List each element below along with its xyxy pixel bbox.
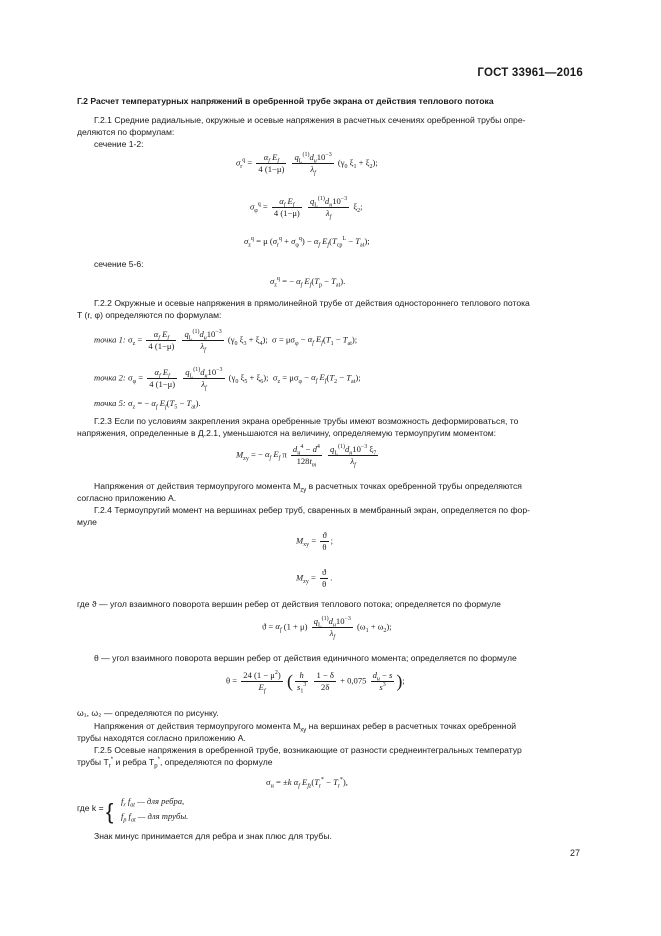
formula-point-2: точка 2: $\sigma_\varphi$ = $\frac{\alpha_f E_f}{4 (1-\mu)}$ $\frac{q_L^{(1)}d_н10^{-3}}{\lambda_f}$ ($\gamma_0$ $\xi_5 + \xi_6$); $\sigma_z = \mu\sigma_\varphi - \alpha_f$ $E_f(T_2 - T_{at})$;	[94, 367, 361, 392]
formula-point-1: точка 1: $\sigma_z$ = $\frac{\alpha_f E_f}{4 (1-\mu)}$ $\frac{q_L^{(1)}d_н10^{-3}}{\lambda_f}$ ($\gamma_0$ $\xi_3 + \xi_4$); $\sigma = \mu\sigma_\varphi - \alpha_f$ $E_f(T_1 - T_{at})$;	[94, 329, 358, 354]
paragraph-g23-line1: Г.2.3 Если по условиям закрепления экрана оребренные трубы имеют возможность деформироваться, то	[94, 416, 519, 426]
paragraph-mxy-line1: Напряжения от действия термоупругого момента $M_{xy}$ на вершинах ребер в расчетных точках оребренной	[94, 721, 517, 734]
formula-mxy-1: $M_{xy}$ = $\frac{ϑ}{\theta}$ ;	[296, 530, 333, 552]
where-k-label: где k =	[77, 803, 104, 813]
formula-theta: $ϑ = \alpha_f$ (1 + μ) $\frac{q_L^{(1)}d_н10^{-3}}{\lambda_f}$ $(\omega_1 + \omega_2)$;	[262, 616, 392, 641]
paragraph-g24-line2: муле	[77, 517, 97, 527]
paragraph-g23-line2: напряжения, определенные в Д.2.1, уменьшаются на величину, определяемую термоупругим моментом:	[77, 428, 497, 438]
paragraph-mxy-line2: трубы находятся согласно приложению А.	[77, 733, 246, 743]
theta0-definition: θ — угол взаимного поворота вершин ребер от действия единичного момента; определяется по формуле	[94, 653, 517, 663]
paragraph-g21-line2: деляются по формулам:	[77, 127, 175, 137]
k-definition: где k = {	[77, 799, 114, 824]
formula-sigma-z: $\sigma_z^q = \mu$ $(\sigma_r^q + \sigma_\varphi^q) - \alpha_f$ $E_f(T_{ср}^L - T_{at})$;	[244, 236, 370, 249]
sign-note: Знак минус принимается для ребра и знак плюс для трубы.	[94, 831, 332, 841]
formula-sigma-n: $\sigma_н = \pm k$ $\alpha_f$ $E_{fz}(T_r^* - T_r^*)$,	[266, 777, 348, 790]
k-rib-line: $f_r$ $f_{at}$ — для ребра,	[121, 796, 185, 809]
theta-definition: где ϑ — угол взаимного поворота вершин ребер от действия теплового потока; определяется по формуле	[77, 599, 501, 609]
formula-mzy-2: $M_{zy}$ = $\frac{ϑ}{\theta}$ .	[296, 567, 333, 589]
formula-sigma-z-56: $\sigma_z^q$ = − $\alpha_f$ $E_f(T_p - T_{at})$.	[270, 276, 346, 289]
page-number: 27	[569, 848, 580, 858]
document-id: ГОСТ 33961—2016	[477, 67, 583, 79]
formula-point-5: точка 5: $\sigma_z$ = − $\alpha_f$ $E_f(T_5 - T_{at})$.	[94, 398, 201, 411]
paragraph-g25-line1: Г.2.5 Осевые напряжения в оребренной трубе, возникающие от разности среднеинтегральных температур	[94, 745, 522, 755]
omega-definition: ω₁, ω₂ — определяются по рисунку.	[77, 708, 219, 718]
section-title: Г.2 Расчет температурных напряжений в оребренной трубе экрана от действия теплового потока	[77, 96, 494, 106]
formula-mzy: $M_{zy}$ = − $\alpha_f$ $E_f$ π $\frac{d_н^4 - d^4}{128t_m}$ $\frac{q_L^{(1)}d_н10^{-3} \xi_7}{\lambda_f}$	[236, 444, 377, 469]
paragraph-g22-line1: Г.2.2 Окружные и осевые напряжения в прямолинейной трубе от действия одностороннего теплового потока	[94, 298, 530, 308]
formula-sigma-r: $\sigma_r^q$ = $\frac{\alpha_f E_f}{4 (1-\mu)}$ $\frac{q_L^{(1)}d_н10^{-3}}{\lambda_f}$ ($\gamma_0$ $\xi_1 + \xi_2$);	[236, 152, 378, 177]
paragraph-mzy-line1: Напряжения от действия термоупругого момента $M_{zy}$ в расчетных точках оребренной трубы определяются	[94, 481, 522, 494]
k-tube-line: $f_p$ $f_{at}$ — для трубы.	[121, 811, 189, 824]
section-label-1-2: сечение 1-2:	[94, 139, 144, 149]
section-label-5-6: сечение 5-6:	[94, 259, 144, 269]
paragraph-g25-line2: трубы $T_r^*$ и ребра $T_p^*$, определяются по формуле	[77, 757, 273, 770]
point-5-label: точка 5:	[94, 398, 126, 408]
paragraph-mzy-line2: согласно приложению А.	[77, 493, 177, 503]
paragraph-g24-line1: Г.2.4 Термоупругий момент на вершинах ребер труб, сваренных в мембранный экран, определяется по фор-	[94, 505, 530, 515]
paragraph-g22-line2: T (r, φ) определяются по формулам:	[77, 310, 222, 320]
formula-sigma-phi: $\sigma_\varphi^q$ = $\frac{\alpha_f E_f}{4 (1-\mu)}$ $\frac{q_L^{(1)}d_н10^{-3}}{\lambda_f}$ $\xi_2$;	[250, 196, 363, 221]
point-1-label: точка 1:	[94, 334, 126, 345]
formula-theta0: θ = $\frac{24 (1 - \mu^2)}{E_f}$ ( $\frac{h}{s_1^3}$ $\frac{1 - \delta}{2\delta}$ + 0,075 $\frac{d_н - s}{s^3}$ );	[226, 670, 405, 695]
paragraph-g21-line1: Г.2.1 Средние радиальные, окружные и осевые напряжения в расчетных сечениях оребренной трубы опре-	[94, 115, 526, 125]
point-2-label: точка 2:	[94, 372, 126, 383]
